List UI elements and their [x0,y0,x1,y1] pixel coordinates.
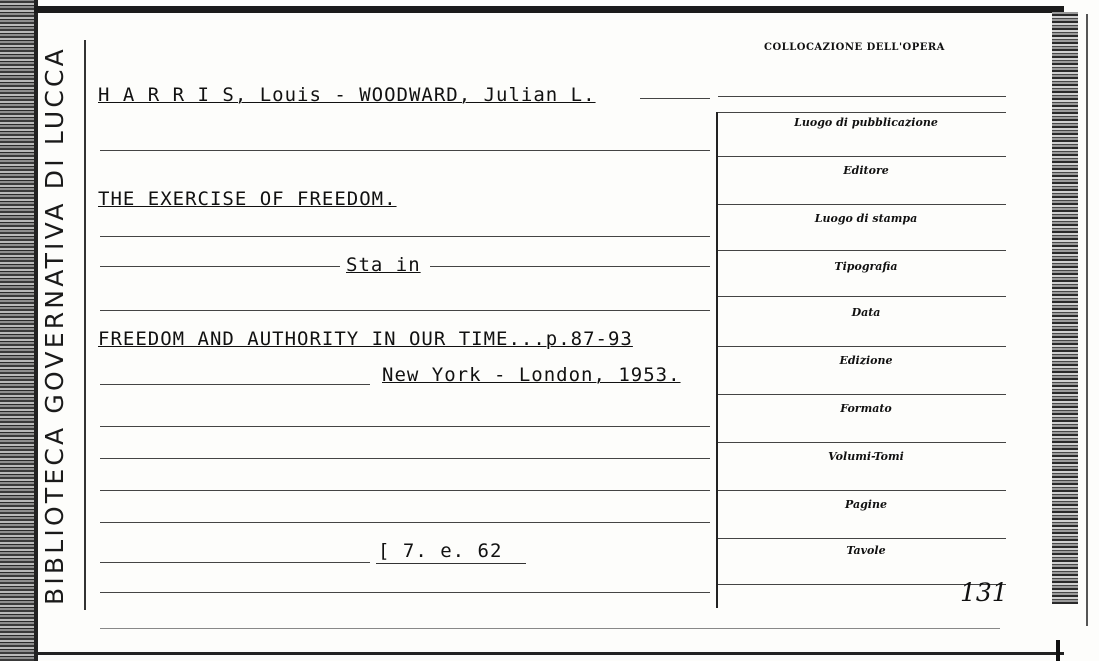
scan-edge-right-line [1086,14,1088,626]
sta-in-rule-left [100,266,340,267]
imprint: New York - London, 1953. [382,364,681,386]
field-rule [718,250,1006,251]
source-title: FREEDOM AND AUTHORITY IN OUR TIME...p.87-93 [98,328,633,350]
library-name: BIBLIOTECA GOVERNATIVA DI LUCCA [40,46,69,606]
sta-in-label: Sta in [346,254,421,276]
handwritten-mark: 131 [960,578,1008,607]
field-label: Pagine [845,498,887,511]
field-label: Editore [843,164,889,177]
field-label: Edizione [839,354,893,367]
sta-in-rule-right [430,266,710,267]
author-rule [640,98,710,99]
ruled-line [100,150,710,151]
margin-rule [84,40,86,610]
field-label: Luogo di stampa [814,212,918,225]
scan-edge-bottom-tick [1056,640,1060,661]
ruled-line [100,458,710,459]
field-rule [718,156,1006,157]
field-label: Data [851,306,881,319]
ruled-line [100,628,1000,629]
field-rule [718,442,1006,443]
scan-edge-bottom [34,652,1064,655]
field-rule [718,112,1006,113]
author-line: H A R R I S, Louis - WOODWARD, Julian L. [98,84,596,106]
field-rule [718,204,1006,205]
collocation-rule [718,96,1006,97]
ruled-line [100,592,710,593]
ruled-line [100,490,710,491]
call-number-rule [376,563,526,564]
scan-edge-left-border [34,0,38,661]
title-line: THE EXERCISE OF FREEDOM. [98,188,397,210]
call-number: [ 7. e. 62 [378,540,503,562]
field-rule [718,538,1006,539]
field-rule [718,296,1006,297]
ruled-line [100,522,710,523]
field-label: Tipografia [834,260,898,273]
ruled-line [100,236,710,237]
field-rule [718,490,1006,491]
field-label: Luogo di pubblicazione [794,116,938,129]
imprint-rule-left [100,384,370,385]
field-column-border [716,112,718,608]
collocation-header: COLLOCAZIONE DELL'OPERA [764,42,945,53]
scan-edge-top [34,6,1064,13]
ruled-line [100,310,710,311]
ruled-line [100,426,710,427]
field-label: Formato [840,402,892,415]
call-number-rule-left [100,562,370,563]
scan-edge-left [0,0,34,661]
scan-edge-right [1052,12,1078,604]
field-rule [718,346,1006,347]
field-label: Tavole [846,544,886,557]
field-rule [718,394,1006,395]
field-label: Volumi-Tomi [828,450,904,463]
